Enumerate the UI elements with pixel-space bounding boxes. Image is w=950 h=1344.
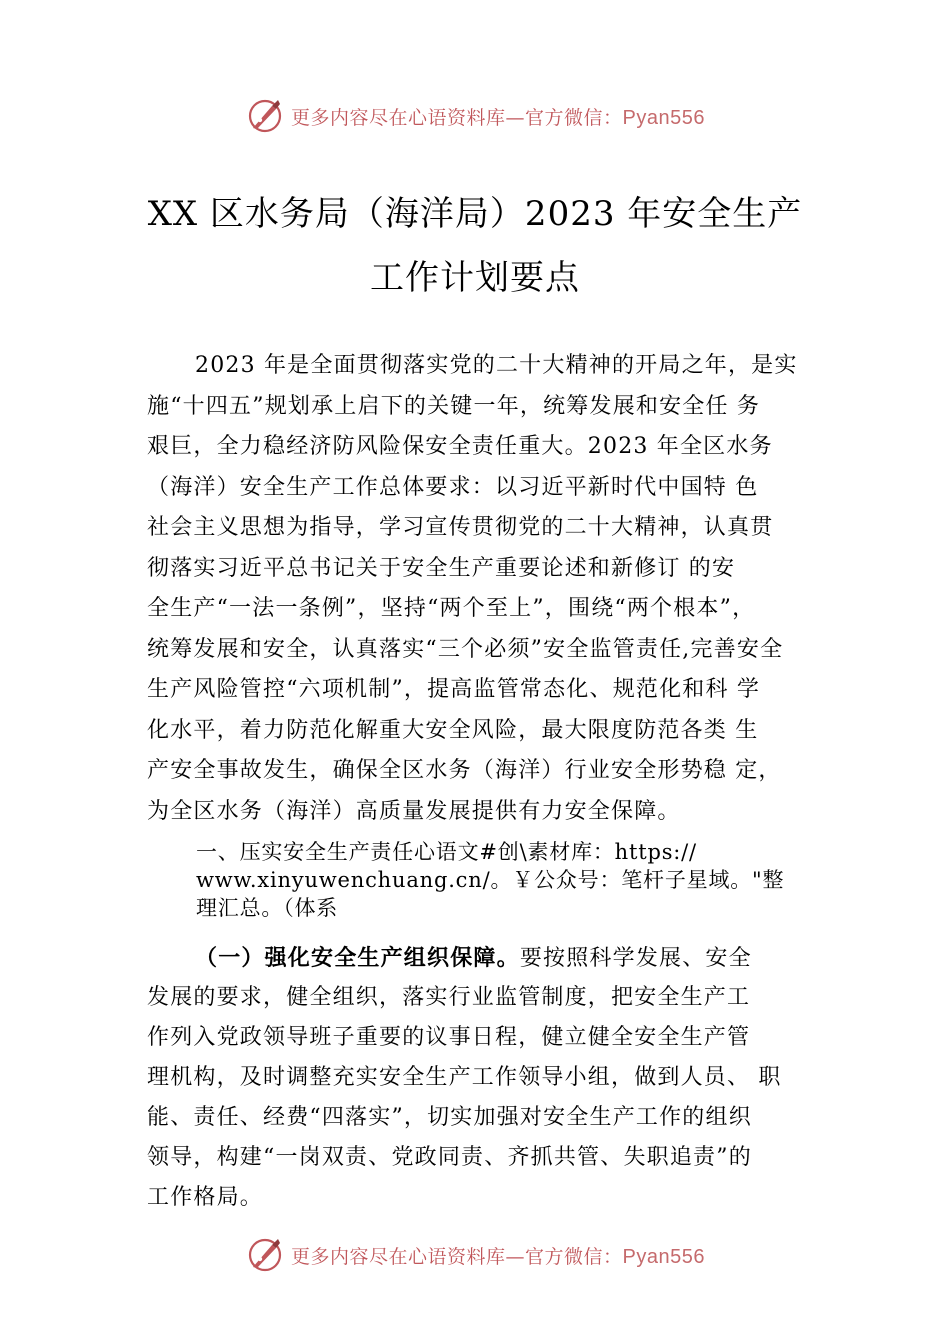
text-line: 艰巨，全力稳经济防风险保安全责任重大。2023 年全区水务 [147, 434, 773, 459]
text-line: 领导，构建“一岗双责、党政同责、齐抓共管、失职追责”的 [147, 1145, 752, 1170]
text-line: 作列入党政领导班子重要的议事日程，健立健全安全生产管 [147, 1025, 751, 1050]
text-line: 产安全事故发生，确保全区水务（海洋）行业安全形势稳 定， [147, 758, 782, 783]
section-heading-1 [196, 838, 836, 922]
text-line: （海洋）安全生产工作总体要求：以习近平新时代中国特 色 [147, 474, 759, 500]
banner-handle: Pyan556 [622, 106, 705, 129]
text-line: 为全区水务（海洋）高质量发展提供有力安全保障。 [147, 798, 681, 824]
text-line [147, 938, 833, 978]
quill-pen-logo-icon [245, 1235, 285, 1275]
intro-paragraph [147, 346, 833, 832]
banner-label: 更多内容尽在心语资料库—官方微信： [291, 106, 623, 129]
text-segment: 要按照科学发展、安全 [519, 946, 752, 971]
text-line: www.xinyuwenchuang.cn/。￥公众号：笔杆子星域。"整 [196, 868, 785, 892]
banner-label: 更多内容尽在心语资料库—官方微信： [291, 1245, 623, 1268]
text-line: 2023 年是全面贯彻落实党的二十大精神的开局之年，是实 [195, 353, 798, 378]
text-line: 社会主义思想为指导，学习宣传贯彻党的二十大精神，认真贯 [147, 515, 774, 540]
text-line: 理机构，及时调整充实安全生产工作领导小组，做到人员、 职 [147, 1065, 782, 1090]
header-banner [0, 96, 950, 136]
banner-text [291, 1242, 705, 1269]
text-line: 一、压实安全生产责任心语文#创\素材库：https:// [196, 840, 697, 864]
subsection-paragraph [147, 938, 833, 1218]
text-line: 施“十四五”规划承上启下的关键一年，统筹发展和安全任 务 [147, 393, 761, 419]
text-line: 生产风险管控“六项机制”，提高监管常态化、规范化和科 学 [147, 677, 761, 702]
text-line: 化水平，着力防范化解重大安全风险，最大限度防范各类 生 [147, 717, 759, 743]
text-line: 工作格局。 [147, 1185, 264, 1210]
subsection-heading: （一）强化安全生产组织保障。 [195, 945, 520, 971]
text-line: 理汇总。（体系 [196, 896, 339, 920]
text-line: 发展的要求，健全组织，落实行业监管制度，把安全生产工 [147, 985, 751, 1010]
text-line: 能、责任、经费“四落实”，切实加强对安全生产工作的组织 [147, 1105, 752, 1130]
document-title-line-2: 工作计划要点 [370, 258, 580, 298]
text-line: 彻落实习近平总书记关于安全生产重要论述和新修订 的安 [147, 555, 736, 581]
document-title-line-1: XX 区水务局（海洋局）2023 年安全生产 [147, 194, 803, 234]
banner-text [291, 103, 705, 130]
text-line: 全生产“一法一条例”，坚持“两个至上”，围绕“两个根本”， [147, 596, 756, 621]
quill-pen-logo-icon [245, 96, 285, 136]
text-line: 统筹发展和安全，认真落实“三个必须”安全监管责任,完善安全 [147, 636, 784, 662]
banner-handle: Pyan556 [622, 1245, 705, 1268]
footer-banner [0, 1235, 950, 1275]
